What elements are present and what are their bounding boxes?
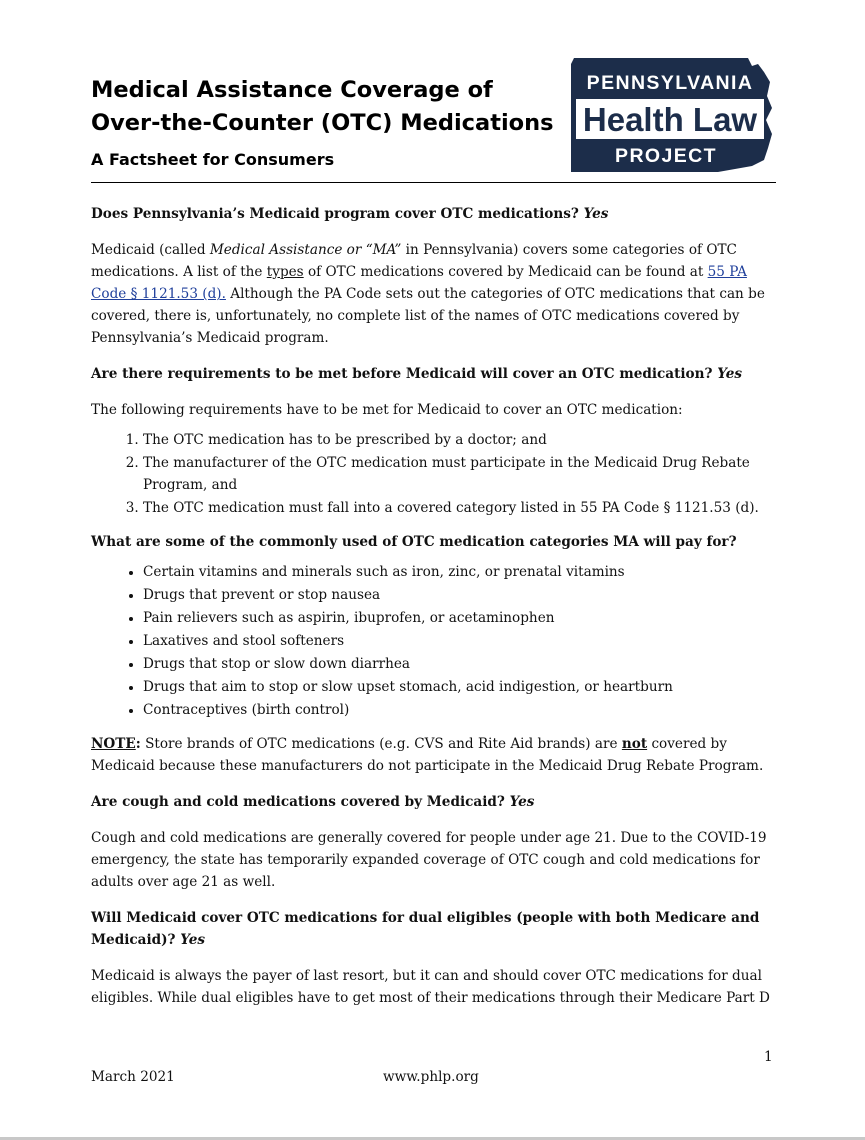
phlp-logo [568, 56, 776, 174]
document-subtitle: A Factsheet for Consumers [91, 150, 335, 169]
answer-4: Yes [509, 794, 535, 810]
question-5: Will Medicaid cover OTC medications for dual eligibles (people with both Medicare and Medicaid)? Yes [91, 910, 760, 948]
question-3: What are some of the commonly used of OTC medication categories MA will pay for? [91, 534, 737, 550]
list-item: • Contraceptives (birth control) [143, 699, 781, 721]
question-1: Does Pennsylvania’s Medicaid program cover OTC medications? Yes [91, 206, 609, 222]
answer-1: Yes [583, 206, 609, 222]
question-2: Are there requirements to be met before Medicaid will cover an OTC medication? Yes [91, 366, 743, 382]
header-divider [91, 182, 776, 183]
paragraph-2: The following requirements have to be met for Medicaid to cover an OTC medication: [91, 402, 683, 418]
list-item: • Drugs that prevent or stop nausea [143, 584, 781, 606]
logo-line-3: PROJECT [615, 145, 717, 167]
title-line-2: Over-the-Counter (OTC) Medications [91, 110, 554, 136]
list-item: • Laxatives and stool softeners [143, 630, 781, 652]
footer-date: March 2021 [91, 1069, 175, 1085]
paragraph-4: Cough and cold medications are generally covered for people under age 21. Due to the COVID-19 emergency, the state has temporarily expanded coverage of OTC cough and cold medications for adults over age 21 as well. [91, 830, 767, 890]
logo-line-1: PENNSYLVANIA [586, 72, 754, 94]
list-item: • Drugs that stop or slow down diarrhea [143, 653, 781, 675]
note-paragraph: NOTE: Store brands of OTC medications (e.g. CVS and Rite Aid brands) are not covered by Medicaid because these manufacturers do not participate in the Medicaid Drug Rebate Program. [91, 736, 764, 774]
list-item: • Pain relievers such as aspirin, ibuprofen, or acetaminophen [143, 607, 781, 629]
answer-2: Yes [717, 366, 743, 382]
list-item: • Certain vitamins and minerals such as iron, zinc, or prenatal vitamins [143, 561, 781, 583]
list-item: 2. The manufacturer of the OTC medication must participate in the Medicaid Drug Rebate Program, and [143, 452, 781, 496]
document-body [91, 203, 781, 1023]
list-item: • Drugs that aim to stop or slow upset stomach, acid indigestion, or heartburn [143, 676, 781, 698]
list-item: 3. The OTC medication must fall into a covered category listed in 55 PA Code § 1121.53 (d). [143, 497, 781, 519]
page-number: 1 [764, 1049, 773, 1065]
question-4: Are cough and cold medications covered by Medicaid? Yes [91, 794, 535, 810]
list-item: 1. The OTC medication has to be prescribed by a doctor; and [143, 429, 781, 451]
pa-code-link[interactable]: 55 PA Code § 1121.53 (d). [91, 264, 747, 302]
paragraph-1: Medicaid (called Medical Assistance or “MA” in Pennsylvania) covers some categories of OTC medications. A list of the types of OTC medications covered by Medicaid can be found at 55 PA Code § 1121.53 (d). Although the PA Code sets out the categories of OTC medications that can be covered, there is, unfortunately, no complete list of the names of OTC medications covered by Pennsylvania’s Medicaid program. [91, 242, 765, 346]
answer-5: Yes [180, 932, 206, 948]
note-label: NOTE [91, 736, 136, 752]
categories-list [91, 561, 781, 721]
title-line-1: Medical Assistance Coverage of [91, 77, 493, 103]
requirements-list [91, 429, 781, 519]
document-title [91, 74, 561, 140]
paragraph-5: Medicaid is always the payer of last resort, but it can and should cover OTC medications for dual eligibles. While dual eligibles have to get most of their medications through their Medicare Part D [91, 968, 770, 1006]
footer-url: www.phlp.org [383, 1069, 479, 1085]
logo-line-2: Health Law [582, 101, 758, 138]
